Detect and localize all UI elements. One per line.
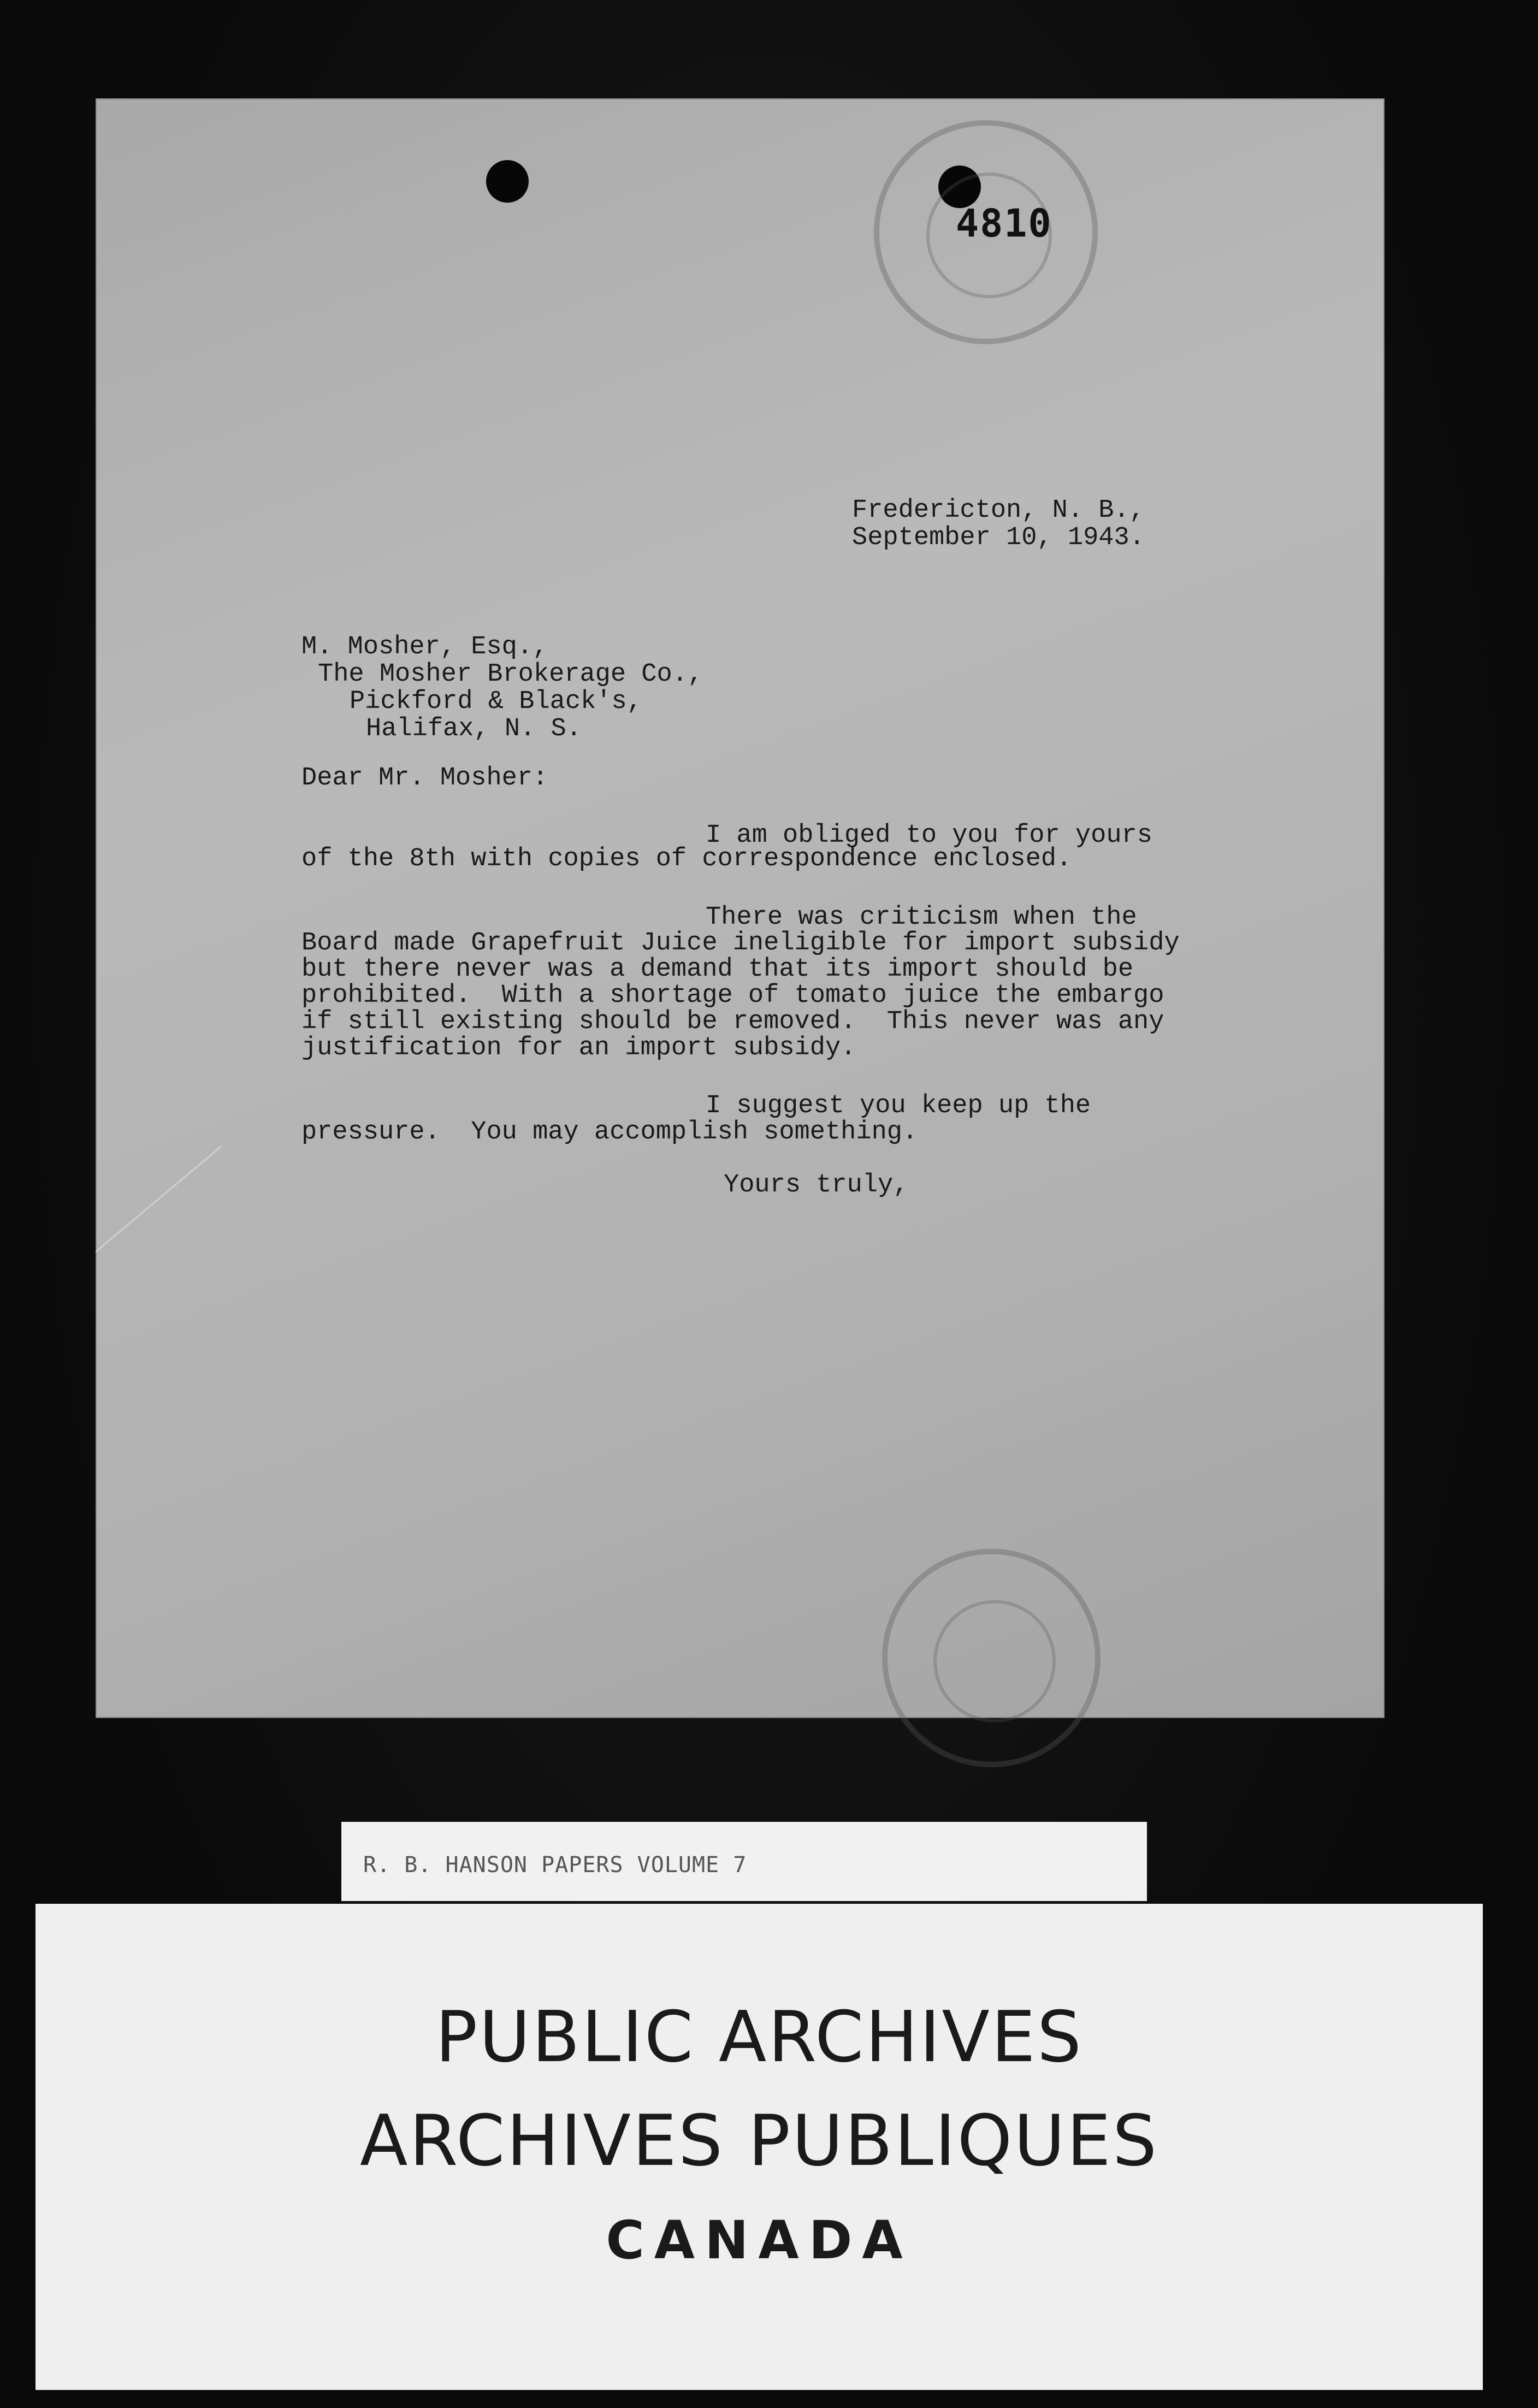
- salutation: Dear Mr. Mosher:: [301, 764, 548, 793]
- paragraph-line: pressure. You may accomplish something.: [301, 1118, 918, 1147]
- paragraph-line: prohibited. With a shortage of tomato juice the embargo: [301, 981, 1164, 1010]
- paragraph-line: Board made Grapefruit Juice ineligible for import subsidy: [301, 929, 1180, 958]
- recipient-line: M. Mosher, Esq.,: [301, 633, 548, 662]
- volume-label-text: R. B. HANSON PAPERS VOLUME 7: [363, 1852, 747, 1878]
- archive-stamp: [882, 1549, 1101, 1767]
- recipient-line: Pickford & Black's,: [350, 687, 642, 716]
- letter-place: Fredericton, N. B.,: [852, 496, 1145, 525]
- recipient-line: Halifax, N. S.: [366, 715, 582, 743]
- archive-card: [36, 1904, 1483, 2390]
- paragraph-line: I am obliged to you for yours: [706, 821, 1152, 850]
- fold-mark: [95, 1146, 222, 1253]
- paragraph-line: justification for an import subsidy.: [301, 1034, 856, 1063]
- document-number: 4810: [956, 201, 1052, 246]
- paragraph-line: I suggest you keep up the: [706, 1091, 1091, 1120]
- paragraph-line: but there never was a demand that its import should be: [301, 955, 1134, 984]
- volume-label: [341, 1822, 1147, 1901]
- recipient-line: The Mosher Brokerage Co.,: [318, 660, 703, 689]
- paragraph-line: of the 8th with copies of correspondence enclosed.: [301, 845, 1072, 874]
- archive-title-en: PUBLIC ARCHIVES: [435, 1997, 1083, 2078]
- paragraph-line: There was criticism when the: [706, 903, 1137, 932]
- letter-date: September 10, 1943.: [852, 523, 1145, 552]
- archive-country: CANADA: [606, 2210, 913, 2271]
- paragraph-line: if still existing should be removed. This never was any: [301, 1007, 1164, 1036]
- punch-hole: [486, 160, 529, 203]
- closing: Yours truly,: [724, 1171, 909, 1200]
- archive-title-fr: ARCHIVES PUBLIQUES: [359, 2100, 1159, 2182]
